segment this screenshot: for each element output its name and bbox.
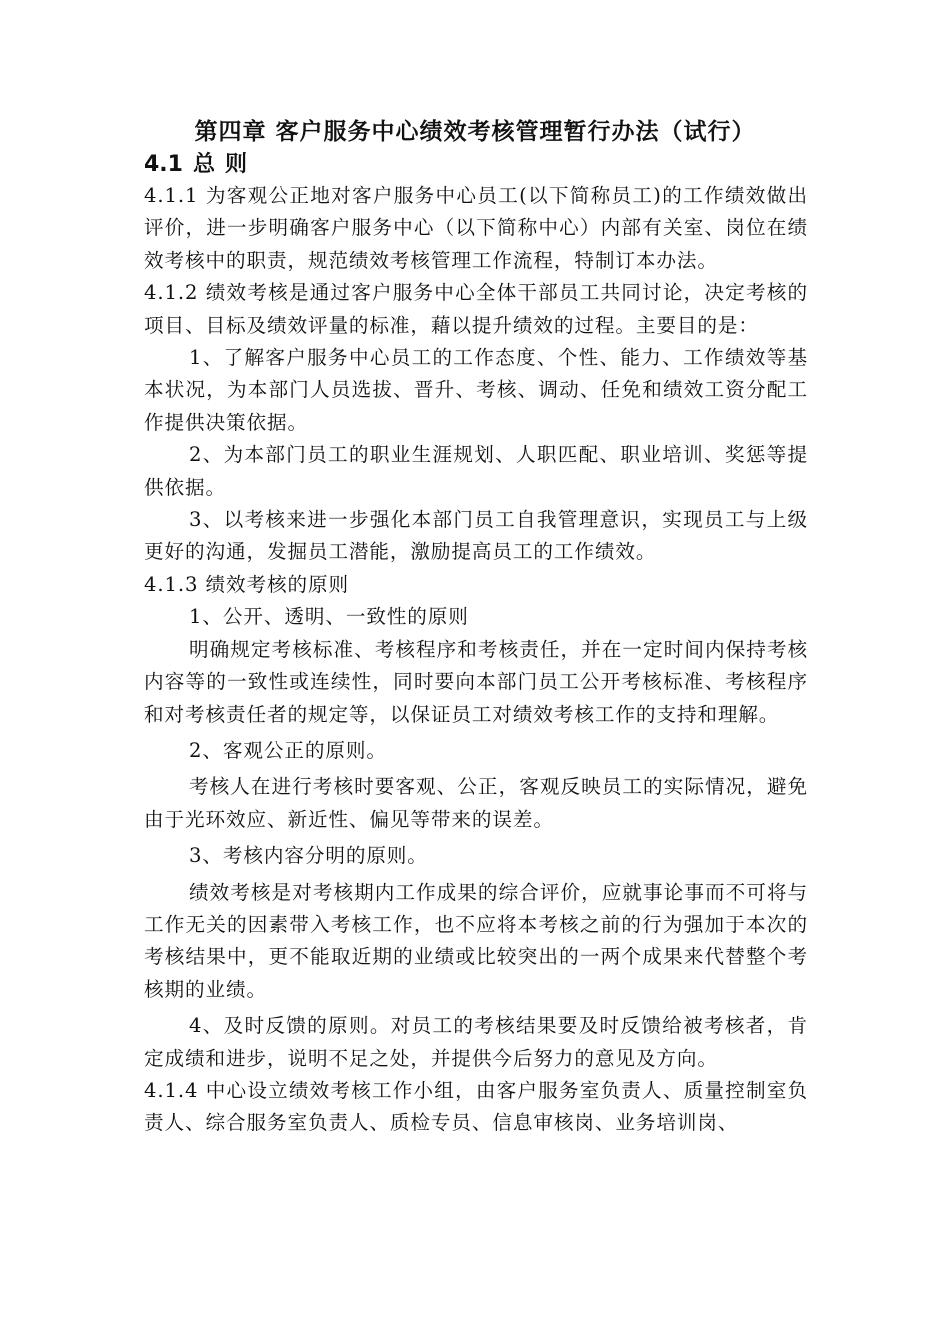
section-heading	[144, 150, 247, 180]
section-title-part-2: 则	[225, 152, 248, 177]
principle-3-heading: 3、考核内容分明的原则。	[189, 844, 428, 868]
principle-1-body: 明确规定考核标准、考核程序和考核责任，并在一定时间内保持考核内容等的一致性或连续性，同时要向本部门员工公开考核标准、考核程序和对考核责任者的规定等，以保证员工对绩效考核工作的支持和理解。	[144, 637, 808, 726]
purpose-item-3: 3、以考核来进一步强化本部门员工自我管理意识，实现员工与上级更好的沟通，发掘员工潜能，激励提高员工的工作绩效。	[144, 508, 808, 564]
principle-2-body: 考核人在进行考核时要客观、公正，客观反映员工的实际情况，避免由于光环效应、新近性、偏见等带来的误差。	[144, 775, 808, 831]
principle-1-heading: 1、公开、透明、一致性的原则	[189, 605, 469, 629]
section-title-part-1: 总	[192, 152, 215, 177]
chapter-title: 第四章 客户服务中心绩效考核管理暂行办法（试行）	[194, 119, 756, 145]
principle-2-heading: 2、客观公正的原则。	[189, 738, 387, 762]
purpose-item-2: 2、为本部门员工的职业生涯规划、人职匹配、职业培训、奖惩等提供依据。	[144, 443, 808, 499]
body-text	[144, 180, 808, 1140]
clause-4-1-4: 4.1.4 中心设立绩效考核工作小组，由客户服务室负责人、质量控制室负责人、综合服务室负责人、质检专员、信息审核岗、业务培训岗、	[144, 1078, 808, 1135]
clause-4-1-3: 4.1.3 绩效考核的原则	[144, 572, 349, 596]
clause-4-1-2: 4.1.2 绩效考核是通过客户服务中心全体干部员工共同讨论，决定考核的项目、目标及绩效评量的标准，藉以提升绩效的过程。主要目的是：	[144, 281, 808, 337]
section-number: 4.1	[144, 152, 183, 177]
principle-4: 4、及时反馈的原则。对员工的考核结果要及时反馈给被考核者，肯定成绩和进步，说明不足之处，并提供今后努力的意见及方向。	[144, 1014, 808, 1070]
principle-3-body: 绩效考核是对考核期内工作成果的综合评价，应就事论事而不可将与工作无关的因素带入考核工作，也不应将本考核之前的行为强加于本次的考核结果中，更不能取近期的业绩或比较突出的一两个成果来代替整个考核期的业绩。	[144, 880, 808, 1001]
clause-4-1-1: 4.1.1 为客观公正地对客户服务中心员工(以下简称员工)的工作绩效做出评价，进一步明确客户服务中心（以下简称中心）内部有关室、岗位在绩效考核中的职责，规范绩效考核管理工作流程，特制订本办法。	[144, 184, 808, 272]
purpose-item-1: 1、了解客户服务中心员工的工作态度、个性、能力、工作绩效等基本状况，为本部门人员选拔、晋升、考核、调动、任免和绩效工资分配工作提供决策依据。	[144, 346, 808, 434]
